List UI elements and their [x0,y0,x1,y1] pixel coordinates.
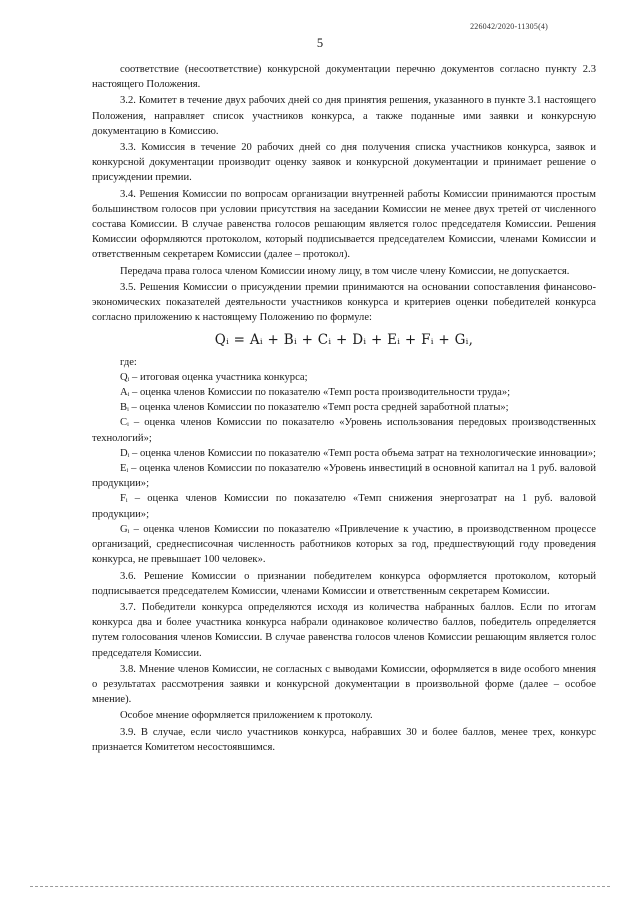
paragraph-continuation: соответствие (несоответствие) конкурсной документации перечню документов согласно пункту 2.3 настоящего Положения. [92,64,596,91]
paragraph-3-6: 3.6. Решение Комиссии о признании победителем конкурса оформляется протоколом, который подписывается председателем Комиссии, членами Комиссии и ответственным секретарем Комиссии. [92,570,596,597]
definition-d: Dᵢ – оценка членов Комиссии по показателю «Темп роста объема затрат на технологические инновации»; [120,447,596,459]
definition-a: Aᵢ – оценка членов Комиссии по показателю «Темп роста производительности труда»; [120,387,511,399]
paragraph-vote-transfer: Передача права голоса членом Комиссии иному лицу, в том числе члену Комиссии, не допускается. [120,265,570,277]
definition-e: Eᵢ – оценка членов Комиссии по показателю «Уровень инвестиций в основной капитал на 1 руб. валовой продукции»; [92,463,596,490]
definition-c: Cᵢ – оценка членов Комиссии по показателю «Уровень использования передовых производственных технологий»; [92,417,596,444]
definition-g: Gᵢ – оценка членов Комиссии по показателю «Привлечение к участию, в производственном процессе организаций, среднесписочная численность работников которых за год, предшествующий году проведения конкурса, не превышает 100 человек». [92,523,596,566]
document-body [92,62,596,755]
page-number: 5 [316,36,324,50]
where-label: где: [120,356,137,368]
scan-bottom-edge [30,886,610,887]
paragraph-3-8: 3.8. Мнение членов Комиссии, не согласных с выводами Комиссии, оформляется в виде особого мнения о результатах рассмотрения заявки и конкурсной документации в произвольной форме (далее – особое мнение). [92,663,596,706]
paragraph-special-opinion: Особое мнение оформляется приложением к протоколу. [120,710,373,722]
definition-b: Bᵢ – оценка членов Комиссии по показателю «Темп роста средней заработной платы»; [120,402,509,414]
paragraph-3-5: 3.5. Решения Комиссии о присуждении премии принимаются на основании сопоставления финансово-экономических показателей деятельности участников конкурса и критериев оценки победителей конкурса согласно приложению к настоящему Положению по формуле: [92,281,596,324]
paragraph-3-7: 3.7. Победители конкурса определяются исходя из количества набранных баллов. Если по итогам конкурса два и более участника конкурса набрали одинаковое количество баллов, победитель определяется путем голосования членов Комиссии. В случае равенства голосов членов Комиссии решающим является голос председателя Комиссии. [92,601,596,659]
scoring-formula: Qᵢ = Aᵢ + Bᵢ + Cᵢ + Dᵢ + Eᵢ + Fᵢ + Gᵢ, [214,332,474,349]
definition-f: Fᵢ – оценка членов Комиссии по показателю «Темп снижения энергозатрат на 1 руб. валовой продукции»; [92,493,596,520]
paragraph-3-2: 3.2. Комитет в течение двух рабочих дней со дня принятия решения, указанного в пункте 3.1 настоящего Положения, направляет список участников конкурса, а также поданные ими заявки и конкурсную документацию в Комиссию. [92,95,596,137]
definition-q: Qᵢ – итоговая оценка участника конкурса; [120,371,308,383]
document-id: 226042/2020-11305(4) [470,22,548,31]
paragraph-3-9: 3.9. В случае, если число участников конкурса, набравших 30 и более баллов, менее трех, конкурс признается Комитетом несостоявшимся. [92,726,596,753]
paragraph-3-4: 3.4. Решения Комиссии по вопросам организации внутренней работы Комиссии принимаются простым большинством голосов при условии присутствия на заседании Комиссии не менее двух третей от численного состава Комиссии. В случае равенства голосов решающим является голос председателя Комиссии. Решения Комиссии оформляются протоколом, который подписывается председателем Комиссии, членами Комиссии и ответственным секретарем Комиссии (далее – протокол). [92,188,596,261]
paragraph-3-3: 3.3. Комиссия в течение 20 рабочих дней со дня получения списка участников конкурса, заявок и конкурсной документации производит оценку заявок и конкурсной документации и принимает решение о присуждении премии. [92,142,596,184]
